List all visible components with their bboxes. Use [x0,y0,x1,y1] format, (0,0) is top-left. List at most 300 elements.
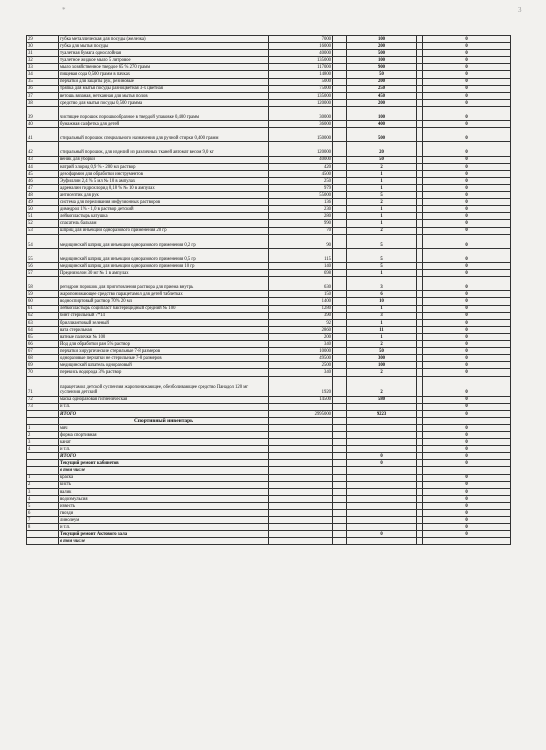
spacer-cell [333,92,347,99]
item-name-cell: натрий хлорид 0,9 % - 200 мл раствор [59,163,269,170]
quantity-cell [347,524,417,531]
row-number-cell: 1 [27,474,59,481]
cost-cell [269,531,333,538]
balance-cell: 0 [423,64,511,71]
quantity-cell: 0 [347,460,417,467]
spacer-cell [333,248,347,262]
spacer-cell [333,277,347,291]
quantity-cell: 50 [347,71,417,78]
quantity-cell: 5 [347,234,417,248]
row-number-cell: 44 [27,163,59,170]
balance-cell: 0 [423,341,511,348]
cost-cell: 14500 [269,396,333,403]
spacer-cell [333,199,347,206]
item-name-cell: Йод для обработки ран 5% раствор [59,341,269,348]
quantity-cell: 100 [347,106,417,120]
table-row [27,439,511,446]
row-number-cell: 68 [27,355,59,362]
table-row [27,163,511,170]
quantity-cell: 1 [347,206,417,213]
row-number-cell: 67 [27,348,59,355]
cost-cell: 979 [269,184,333,191]
quantity-cell: 450 [347,92,417,99]
cost-cell: 150000 [269,128,333,142]
spacer-cell [333,170,347,177]
table-row [27,538,511,545]
balance-cell: 0 [423,213,511,220]
item-name-cell: гвозди [59,510,269,517]
item-name-cell: ИТОГО [59,453,269,460]
table-row [27,206,511,213]
spacer-cell [333,410,347,417]
cost-cell: 5000 [269,78,333,85]
table-row [27,36,511,43]
row-number-cell: 56 [27,263,59,270]
row-number-cell: 72 [27,396,59,403]
cost-cell: 117000 [269,64,333,71]
spacer-cell [333,177,347,184]
cost-cell: 280 [269,213,333,220]
cost-cell: 2500 [269,362,333,369]
quantity-cell: 11 [347,326,417,333]
spacer-cell [333,431,347,438]
item-name-cell: мяч [59,424,269,431]
quantity-cell: 250 [347,85,417,92]
cost-cell: 135000 [269,92,333,99]
quantity-cell: 200 [347,99,417,106]
quantity-cell: 1 [347,305,417,312]
balance-cell: 0 [423,92,511,99]
table-row [27,234,511,248]
row-number-cell: 51 [27,213,59,220]
cost-cell: 36000 [269,121,333,128]
balance-cell: 0 [423,348,511,355]
cost-cell [269,403,333,410]
cost-cell: 120000 [269,99,333,106]
item-name-cell: водоэмульсия [59,495,269,502]
quantity-cell: 10 [347,298,417,305]
row-number-cell: 33 [27,64,59,71]
table-row [27,467,511,474]
inventory-table [26,35,511,545]
cost-cell: 630 [269,277,333,291]
item-name-cell: губка для мытья посуды [59,43,269,50]
cost-cell [269,446,333,453]
cost-cell [269,538,333,545]
table-row [27,355,511,362]
spacer-cell [333,460,347,467]
item-name-cell: спасатель бальзам [59,220,269,227]
quantity-cell: 6 [347,291,417,298]
table-row [27,453,511,460]
row-number-cell: 65 [27,333,59,340]
cost-cell: 4500 [269,170,333,177]
spacer-cell [333,531,347,538]
balance-cell: 0 [423,305,511,312]
row-number-cell: 31 [27,50,59,57]
item-name-cell: водноспиртовый раствор 70% 20 мл [59,298,269,305]
table-row [27,121,511,128]
spacer-cell [333,481,347,488]
quantity-cell [347,431,417,438]
item-name-cell: стиральный порошок специального назначения для ручной стирки 0,400 грамм [59,128,269,142]
cost-cell: 40000 [269,156,333,163]
cost-cell: 49500 [269,355,333,362]
item-name-cell: антисептик для рук [59,192,269,199]
table-row [27,50,511,57]
item-name-cell: медицинский шприц для инъекции одноразового применения 10 гр [59,263,269,270]
quantity-cell [347,474,417,481]
balance-cell [423,467,511,474]
row-number-cell [27,453,59,460]
table-row [27,71,511,78]
balance-cell: 0 [423,355,511,362]
row-number-cell: 32 [27,57,59,64]
balance-cell: 0 [423,474,511,481]
quantity-cell [347,439,417,446]
row-number-cell: 2 [27,431,59,438]
row-number-cell: 73 [27,403,59,410]
spacer-cell [333,192,347,199]
spacer-cell [333,319,347,326]
item-name-cell: туалетная бумага однослойная [59,50,269,57]
spacer-cell [333,263,347,270]
balance-cell: 0 [423,85,511,92]
item-name-cell: и т.п. [59,403,269,410]
balance-cell: 0 [423,362,511,369]
cost-cell: 14800 [269,71,333,78]
cost-cell: 1400 [269,298,333,305]
table-row [27,270,511,277]
inventory-table-body [27,36,511,545]
cost-cell: 230 [269,206,333,213]
row-number-cell: 50 [27,206,59,213]
cost-cell [269,510,333,517]
item-name-cell: ветошь вязаная, нетканная для мытья полов [59,92,269,99]
item-name-cell: бинт стерильный 7*14 [59,312,269,319]
table-row [27,128,511,142]
balance-cell: 0 [423,403,511,410]
quantity-cell: 900 [347,64,417,71]
item-name-cell: медицинский шприц для инъекции одноразового применения 0,5 гр [59,248,269,262]
row-number-cell: 34 [27,71,59,78]
balance-cell: 0 [423,184,511,191]
spacer-cell [333,333,347,340]
quantity-cell [347,417,417,424]
item-name-cell: канат [59,439,269,446]
balance-cell [423,538,511,545]
item-name-cell: перчатки хирургические стерильные 7-8 размеров [59,348,269,355]
row-number-cell: 52 [27,220,59,227]
row-number-cell: 43 [27,156,59,163]
spacer-cell [333,156,347,163]
balance-cell: 0 [423,163,511,170]
table-row [27,481,511,488]
quantity-cell: 200 [347,78,417,85]
balance-cell: 0 [423,376,511,396]
spacer-cell [333,85,347,92]
quantity-cell [347,488,417,495]
cost-cell: 16000 [269,43,333,50]
spacer-cell [333,213,347,220]
balance-cell: 0 [423,106,511,120]
row-number-cell: 3 [27,439,59,446]
table-row [27,199,511,206]
item-name-cell: димедрол 1% - 1,0 в раствор детский [59,206,269,213]
table-row [27,333,511,340]
table-row [27,57,511,64]
item-name-cell: тряпка для мытья посуды разноцветная 3-х цветная [59,85,269,92]
row-number-cell [27,467,59,474]
balance-cell: 0 [423,517,511,524]
cost-cell [269,488,333,495]
row-number-cell: 4 [27,446,59,453]
row-number-cell: 70 [27,369,59,376]
quantity-cell [347,481,417,488]
balance-cell: 0 [423,220,511,227]
row-number-cell: 47 [27,184,59,191]
row-number-cell: 62 [27,312,59,319]
spacer-cell [333,417,347,424]
item-name-cell: одноразовые перчатки не стерильные 7-8 размеров [59,355,269,362]
table-row [27,495,511,502]
quantity-cell: 3 [347,277,417,291]
spacer-cell [333,36,347,43]
cost-cell: 340 [269,369,333,376]
quantity-cell [347,517,417,524]
item-name-cell: краска [59,474,269,481]
item-name-cell: пищевая сода 0,500 грамм в пачках [59,71,269,78]
item-name-cell: стиральный порошок, для изделий из различных тканей автомат весом 9,0 кг [59,142,269,156]
table-row [27,531,511,538]
item-name-cell: бумажная салфетка для детей [59,121,269,128]
item-name-cell: мыло хозяйственное твердое 65 % 270 грамм [59,64,269,71]
spacer-cell [333,376,347,396]
balance-cell: 0 [423,326,511,333]
cost-cell: 990 [269,220,333,227]
quantity-cell [347,424,417,431]
item-name-cell: и т.п. [59,524,269,531]
table-row [27,410,511,417]
balance-cell: 0 [423,277,511,291]
item-name-cell: дезофармин для обработки инструментов [59,170,269,177]
table-row [27,396,511,403]
row-number-cell [27,538,59,545]
item-name-cell: парацетамол детской суспензия жаропонижающее, обезболивающее средство Панадол 120 мг суспензия детский [59,376,269,396]
item-name-cell: ИТОГО [59,410,269,417]
item-name-cell: маска одноразовая гигиеническая [59,396,269,403]
table-row [27,64,511,71]
item-name-cell: форма спортивная [59,431,269,438]
cost-cell: 120000 [269,142,333,156]
table-row [27,341,511,348]
item-name-cell: жаропонижающее средство парацетамол для детей таблетках [59,291,269,298]
spacer-cell [333,227,347,234]
table-row [27,184,511,191]
cost-cell: 10000 [269,348,333,355]
spacer-cell [333,234,347,248]
quantity-cell: 500 [347,128,417,142]
cost-cell: 150 [269,291,333,298]
spacer-cell [333,106,347,120]
quantity-cell: 100 [347,57,417,64]
spacer-cell [333,474,347,481]
cost-cell [269,439,333,446]
balance-cell: 0 [423,128,511,142]
quantity-cell: 5 [347,248,417,262]
cost-cell [269,424,333,431]
balance-cell [423,417,511,424]
table-row [27,319,511,326]
quantity-cell: 0 [347,453,417,460]
spacer-cell [333,403,347,410]
item-name-cell: Текущий ремонт кабинетов [59,460,269,467]
row-number-cell: 6 [27,510,59,517]
spacer-cell [333,341,347,348]
cost-cell: 115 [269,248,333,262]
balance-cell: 0 [423,333,511,340]
spacer-cell [333,326,347,333]
balance-cell: 0 [423,206,511,213]
balance-cell: 0 [423,453,511,460]
quantity-cell [347,510,417,517]
balance-cell: 0 [423,502,511,509]
table-row [27,305,511,312]
balance-cell: 0 [423,43,511,50]
quantity-cell: 2 [347,227,417,234]
table-row [27,460,511,467]
spacer-cell [333,488,347,495]
spacer-cell [333,64,347,71]
table-row [27,510,511,517]
item-name-cell: перчатки для защиты рук, резиновые [59,78,269,85]
item-name-cell: шприц для инъекции одноразового применения 20 гр [59,227,269,234]
cost-cell: 250 [269,177,333,184]
spacer-cell [333,298,347,305]
quantity-cell: 1 [347,170,417,177]
item-name-cell: лейкопластырь катушка [59,213,269,220]
item-name-cell: веник для уборки [59,156,269,163]
spacer-cell [333,163,347,170]
spacer-cell [333,396,347,403]
item-name-cell: чистящее порошок порошкообразное в твердой упаковке 0,400 грамм [59,106,269,120]
cost-cell: 30000 [269,106,333,120]
balance-cell: 0 [423,531,511,538]
item-name-cell: известь [59,502,269,509]
table-row [27,369,511,376]
item-name-cell: и т.п. [59,446,269,453]
spacer-cell [333,142,347,156]
table-row [27,502,511,509]
row-number-cell: 2 [27,481,59,488]
quantity-cell: 20 [347,142,417,156]
table-row [27,524,511,531]
cost-cell: 75000 [269,85,333,92]
item-name-cell: Преднизолон 30 мг № 1 в ампулах [59,270,269,277]
quantity-cell: 0 [347,531,417,538]
cost-cell [269,481,333,488]
spacer-cell [333,57,347,64]
row-number-cell: 54 [27,234,59,248]
cost-cell [269,431,333,438]
quantity-cell: 1 [347,220,417,227]
table-row [27,263,511,270]
item-name-cell: Эуфиллин 2,4 % 5 мл № 10 в ампулах [59,177,269,184]
spacer-cell [333,439,347,446]
cost-cell: 1920 [269,376,333,396]
cost-cell [269,474,333,481]
table-row [27,488,511,495]
balance-cell: 0 [423,439,511,446]
cost-cell: 92 [269,319,333,326]
spacer-cell [333,206,347,213]
spacer-cell [333,424,347,431]
cost-cell [269,453,333,460]
cost-cell [269,467,333,474]
table-row [27,142,511,156]
quantity-cell: 2 [347,199,417,206]
item-name-cell: Спортивный инвентарь [59,417,269,424]
balance-cell: 0 [423,50,511,57]
table-row [27,312,511,319]
quantity-cell: 580 [347,396,417,403]
quantity-cell: 2 [347,163,417,170]
quantity-cell: 2 [347,341,417,348]
table-row [27,431,511,438]
quantity-cell: 100 [347,362,417,369]
table-row [27,298,511,305]
row-number-cell [27,417,59,424]
row-number-cell: 3 [27,488,59,495]
balance-cell: 0 [423,510,511,517]
balance-cell: 0 [423,369,511,376]
quantity-cell: 200 [347,43,417,50]
row-number-cell [27,460,59,467]
balance-cell: 0 [423,263,511,270]
row-number-cell: 57 [27,270,59,277]
balance-cell: 0 [423,488,511,495]
item-name-cell: в том числе [59,538,269,545]
spacer-cell [333,495,347,502]
row-number-cell: 39 [27,106,59,120]
row-number-cell: 1 [27,424,59,431]
row-number-cell: 35 [27,78,59,85]
quantity-cell: 50 [347,156,417,163]
balance-cell: 0 [423,396,511,403]
row-number-cell: 8 [27,524,59,531]
item-name-cell: бриллиантовый зеленый [59,319,269,326]
row-number-cell: 38 [27,99,59,106]
row-number-cell [27,410,59,417]
cost-cell: 2860 [269,326,333,333]
table-row [27,424,511,431]
balance-cell: 0 [423,410,511,417]
cost-cell: 2995000 [269,410,333,417]
cost-cell: 55000 [269,192,333,199]
row-number-cell: 29 [27,36,59,43]
spacer-cell [333,446,347,453]
balance-cell: 0 [423,192,511,199]
row-number-cell: 37 [27,92,59,99]
table-row [27,291,511,298]
balance-cell: 0 [423,460,511,467]
item-name-cell: медицинский шпатель одноразовый [59,362,269,369]
quantity-cell [347,403,417,410]
row-number-cell: 61 [27,305,59,312]
cost-cell: 70 [269,227,333,234]
row-number-cell: 58 [27,277,59,291]
row-number-cell: 36 [27,85,59,92]
